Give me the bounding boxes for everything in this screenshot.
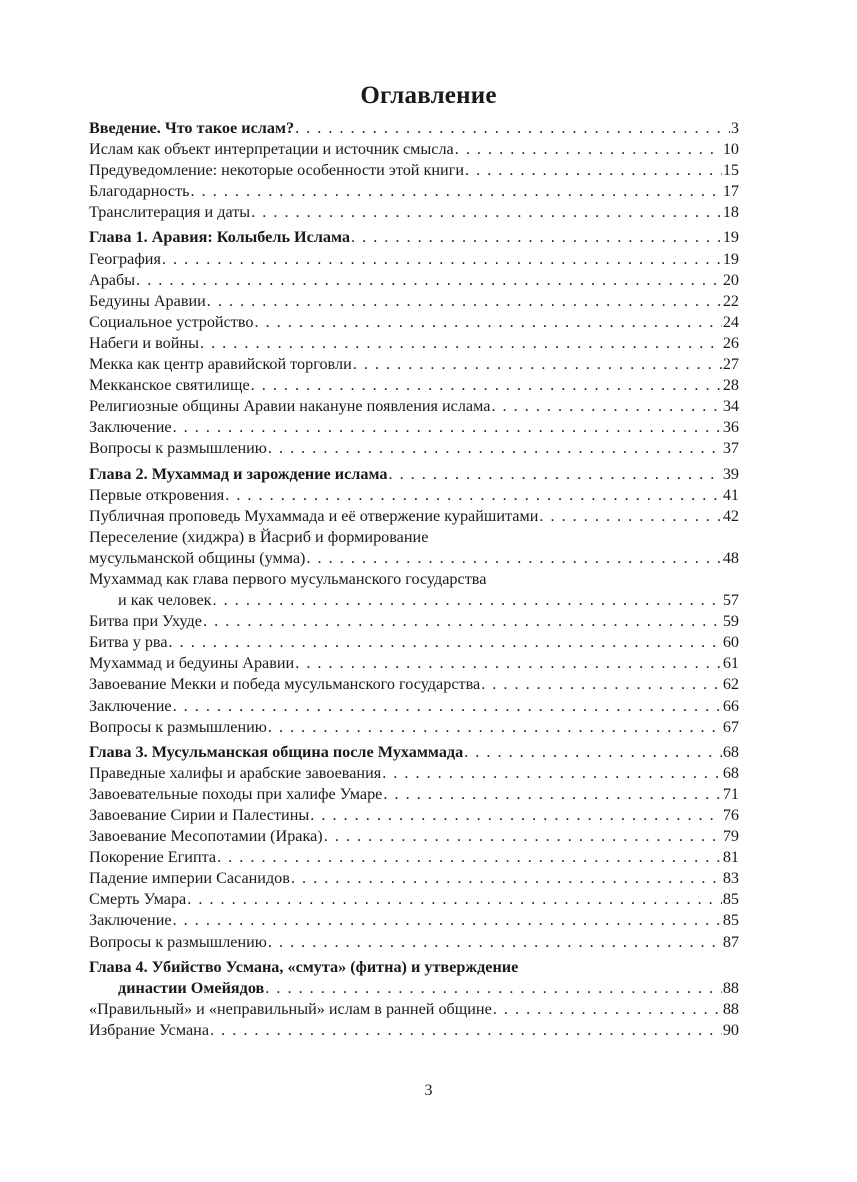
toc-entry-page: 28 — [722, 376, 739, 395]
toc-entry[interactable] — [89, 653, 739, 674]
toc-entry-label: Предуведомление: некоторые особенности этой книги — [89, 161, 464, 180]
dot-leader — [225, 485, 722, 506]
toc-entry-label: Битва у рва — [89, 633, 168, 652]
toc-entry-page: 48 — [722, 548, 739, 567]
toc-entry[interactable] — [89, 805, 739, 826]
toc-entry-line: Мухаммад как глава первого мусульманского государства — [89, 569, 487, 588]
toc-entry-label: Религиозные общины Аравии накануне появления ислама — [89, 397, 491, 416]
toc-entry-line: Переселение (хиджра) в Йасриб и формирование — [89, 527, 429, 546]
toc-entry-label: Заключение — [89, 911, 172, 930]
dot-leader — [173, 417, 722, 438]
toc-entry-label: мусульманской общины (умма) — [89, 548, 306, 567]
toc-entry-page: 61 — [722, 654, 739, 673]
toc-entry-page: 76 — [722, 806, 739, 824]
dot-leader — [173, 910, 722, 931]
dot-leader — [265, 978, 722, 999]
toc-entry-page: 85 — [722, 911, 739, 930]
toc-entry[interactable] — [89, 717, 739, 738]
dot-leader — [465, 160, 722, 181]
dot-leader — [136, 270, 722, 291]
dot-leader — [324, 826, 722, 847]
dot-leader — [382, 763, 722, 784]
toc-entry-page: 36 — [722, 418, 739, 437]
toc-entry-page: 39 — [722, 464, 739, 483]
toc-entry-page: 68 — [722, 763, 739, 782]
toc-entry-label: Глава 3. Мусульманская община после Мухаммада — [89, 742, 464, 761]
toc-entry-page: 41 — [722, 485, 739, 504]
dot-leader — [491, 396, 721, 417]
toc-entry-page: 88 — [722, 999, 739, 1018]
dot-leader — [169, 632, 722, 653]
dot-leader — [200, 333, 722, 354]
toc-entry-label: Завоевание Сирии и Палестины — [89, 806, 310, 824]
toc-chapter-entry[interactable] — [89, 978, 739, 999]
toc-entry-line: Глава 4. Убийство Усмана, «смута» (фитна) и утверждение — [89, 957, 519, 976]
toc-entry-page: 20 — [722, 270, 739, 289]
toc-entry-label: Мекка как центр аравийской торговли — [89, 355, 352, 374]
toc-entry[interactable] — [89, 999, 739, 1020]
toc-entry-label: Бедуины Аравии — [89, 291, 206, 310]
toc-entry-page: 62 — [722, 675, 739, 694]
dot-leader — [251, 202, 722, 223]
dot-leader — [173, 696, 722, 717]
toc-entry-label: Вопросы к размышлению — [89, 717, 267, 736]
toc-entry-page: 67 — [722, 717, 739, 736]
toc-chapter-entry[interactable] — [89, 118, 739, 139]
toc-entry-label: династии Омейядов — [118, 978, 265, 997]
toc-entry[interactable] — [89, 417, 739, 438]
toc-entry[interactable] — [89, 784, 739, 805]
dot-leader — [306, 548, 721, 569]
dot-leader — [268, 438, 722, 459]
dot-leader — [464, 742, 722, 763]
toc-entry[interactable] — [89, 375, 739, 396]
toc-entry-label: Глава 2. Мухаммад и зарождение ислама — [89, 464, 388, 483]
toc-entry-page: 59 — [722, 612, 739, 631]
toc-entry-label: Битва при Ухуде — [89, 612, 202, 631]
toc-entry[interactable] — [89, 932, 739, 953]
toc-entry-label: Избрание Усмана — [89, 1020, 210, 1039]
toc-entry-label: Первые откровения — [89, 485, 225, 504]
toc-entry-label: Заключение — [89, 418, 172, 437]
toc-entry[interactable] — [89, 485, 739, 506]
toc-entry-page: 26 — [722, 333, 739, 352]
dot-leader — [351, 227, 722, 248]
toc-entry-label: Покорение Египта — [89, 848, 217, 867]
toc-chapter-entry[interactable] — [89, 227, 739, 248]
toc-entry-label: Мухаммад и бедуины Аравии — [89, 654, 295, 673]
toc-entry[interactable] — [89, 506, 739, 527]
page-title: Оглавление — [360, 82, 497, 109]
dot-leader — [310, 805, 722, 826]
toc-entry-label: Завоевательные походы при халифе Умаре — [89, 784, 383, 803]
toc-entry[interactable] — [89, 611, 739, 632]
dot-leader — [353, 354, 722, 375]
dot-leader — [217, 847, 722, 868]
toc-entry-label: География — [89, 249, 161, 268]
toc-entry-page: 85 — [722, 890, 739, 909]
toc-entry[interactable] — [89, 548, 739, 569]
toc-entry-label: Вопросы к размышлению — [89, 439, 267, 458]
toc-entry-page: 71 — [722, 784, 739, 803]
dot-leader — [254, 312, 721, 333]
toc-entry-page: 15 — [722, 161, 739, 180]
toc-entry-label: Набеги и войны — [89, 333, 199, 352]
toc-entry[interactable] — [89, 889, 739, 910]
dot-leader — [383, 784, 721, 805]
toc-entry-page: 42 — [722, 506, 739, 525]
toc-entry[interactable] — [89, 696, 739, 717]
toc-entry-label: Вопросы к размышлению — [89, 932, 267, 951]
toc-entry[interactable] — [89, 181, 739, 202]
toc-entry[interactable] — [89, 826, 739, 847]
dot-leader — [191, 181, 722, 202]
toc-entry-page: 60 — [722, 633, 739, 652]
toc-entry[interactable] — [89, 763, 739, 784]
dot-leader — [268, 717, 722, 738]
toc-entry-label: Смерть Умара — [89, 890, 187, 909]
toc-entry-page: 19 — [722, 228, 739, 247]
toc-entry-label: Завоевание Мекки и победа мусульманского государства — [89, 675, 481, 694]
toc-entry-label: Праведные халифы и арабские завоевания — [89, 763, 382, 782]
dot-leader — [207, 291, 722, 312]
toc-entry[interactable] — [89, 438, 739, 459]
toc-entry-page: 83 — [722, 869, 739, 888]
dot-leader — [539, 506, 721, 527]
toc-entry-page: 27 — [722, 355, 739, 374]
toc-entry-page: 90 — [722, 1020, 739, 1039]
toc-entry-page: 10 — [722, 140, 739, 159]
toc-entry[interactable] — [89, 270, 739, 291]
dot-leader — [295, 653, 722, 674]
dot-leader — [251, 375, 722, 396]
dot-leader — [291, 868, 722, 889]
toc-entry[interactable] — [89, 396, 739, 417]
toc-entry[interactable] — [89, 847, 739, 868]
toc-entry[interactable] — [89, 312, 739, 333]
toc-entry-label: и как человек — [118, 591, 212, 610]
toc-entry-label: Публичная проповедь Мухаммада и её отвержение курайшитами — [89, 506, 539, 525]
toc-entry[interactable] — [89, 249, 739, 270]
toc-entry[interactable] — [89, 354, 739, 375]
toc-entry-label: Глава 1. Аравия: Колыбель Ислама — [89, 228, 351, 247]
toc-entry[interactable] — [89, 868, 739, 889]
toc-entry-label: Транслитерация и даты — [89, 203, 251, 222]
dot-leader — [493, 999, 722, 1020]
toc-entry[interactable] — [89, 674, 739, 695]
toc-entry-page: 3 — [730, 119, 739, 137]
dot-leader — [162, 249, 722, 270]
toc-entry[interactable] — [89, 160, 739, 181]
toc-entry-label: Введение. Что такое ислам? — [89, 119, 295, 137]
toc-entry-page: 81 — [722, 848, 739, 867]
toc-chapter-entry[interactable] — [89, 742, 739, 763]
dot-leader — [210, 1020, 722, 1041]
toc-entry[interactable] — [89, 632, 739, 653]
toc-entry[interactable] — [89, 291, 739, 312]
toc-entry[interactable] — [89, 910, 739, 931]
toc-entry-label: Завоевание Месопотамии (Ирака) — [89, 827, 323, 846]
toc-entry-label: Заключение — [89, 696, 172, 715]
toc-entry-label: Благодарность — [89, 182, 190, 201]
dot-leader — [388, 464, 721, 485]
table-of-contents — [89, 118, 739, 1041]
dot-leader — [481, 674, 722, 695]
toc-entry-label: Арабы — [89, 270, 136, 289]
toc-entry-page: 19 — [722, 249, 739, 268]
toc-entry-page: 87 — [722, 932, 739, 951]
dot-leader — [203, 611, 722, 632]
toc-entry-page: 79 — [722, 827, 739, 846]
toc-entry[interactable] — [89, 1020, 739, 1041]
toc-entry-page: 18 — [722, 203, 739, 222]
toc-entry-page: 68 — [722, 742, 739, 761]
toc-entry-page: 37 — [722, 439, 739, 458]
dot-leader — [455, 139, 722, 160]
toc-entry-page: 22 — [722, 291, 739, 310]
dot-leader — [213, 590, 722, 611]
dot-leader — [187, 889, 722, 910]
toc-entry[interactable] — [89, 202, 739, 223]
toc-entry-page: 88 — [722, 978, 739, 997]
toc-entry-label: Ислам как объект интерпретации и источник смысла — [89, 140, 454, 159]
toc-entry[interactable] — [89, 333, 739, 354]
dot-leader — [268, 932, 722, 953]
toc-entry-page: 24 — [722, 312, 739, 331]
toc-entry-label: Социальное устройство — [89, 312, 254, 331]
toc-entry-page: 34 — [722, 397, 739, 416]
toc-chapter-entry[interactable] — [89, 464, 739, 485]
toc-entry-label: «Правильный» и «неправильный» ислам в ранней общине — [89, 999, 492, 1018]
toc-entry-page: 17 — [722, 182, 739, 201]
toc-entry[interactable] — [89, 590, 739, 611]
toc-entry[interactable] — [89, 139, 739, 160]
toc-entry-page: 66 — [722, 696, 739, 715]
dot-leader — [295, 118, 730, 139]
page-number: 3 — [424, 1082, 433, 1099]
toc-entry-page: 57 — [722, 591, 739, 610]
toc-entry-label: Падение империи Сасанидов — [89, 869, 290, 888]
toc-entry-label: Мекканское святилище — [89, 376, 250, 395]
